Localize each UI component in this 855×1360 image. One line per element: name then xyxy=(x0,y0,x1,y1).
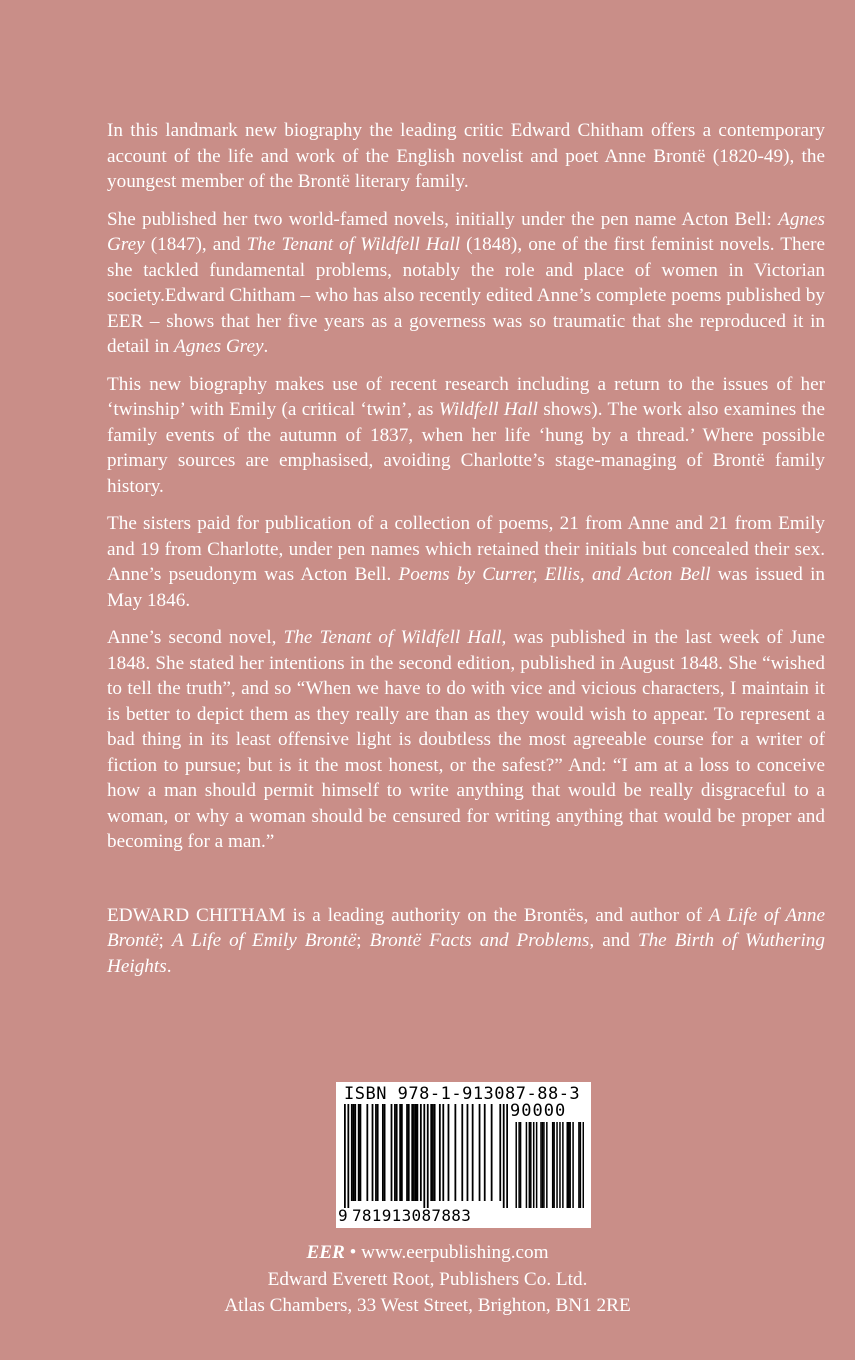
bullet-separator: • xyxy=(344,1242,362,1263)
addon-bar xyxy=(553,1122,555,1208)
barcode-bar xyxy=(351,1104,353,1201)
addon-bar xyxy=(546,1122,548,1208)
barcode-bar xyxy=(472,1104,474,1201)
barcode-bar xyxy=(434,1104,436,1201)
barcode-bar xyxy=(406,1104,408,1201)
barcode-first-digit: 9 xyxy=(338,1206,348,1225)
blurb-paragraph-intro: In this landmark new biography the leading critic Edward Chitham offers a contemporary account of the life and work of the English novelist and poet Anne Brontë (1820-49), the youngest member of the Brontë literary family. xyxy=(107,120,825,192)
publisher-info xyxy=(0,1240,855,1320)
barcode-bar xyxy=(499,1104,501,1201)
barcode-bar xyxy=(377,1104,379,1201)
blurb-paragraph-poems: The sisters paid for publication of a collection of poems, 21 from Anne and 21 from Emily and 19 from Charlotte, under pen names which retained their initials but concealed their sex. Anne’s pseudonym was Acton Bell. Poems by Currer, Ellis, and Acton Bell was issued in May 1846. xyxy=(107,513,825,611)
addon-bar xyxy=(572,1122,574,1208)
barcode-bar xyxy=(384,1104,386,1201)
publisher-web-line xyxy=(0,1240,855,1267)
barcode-bar xyxy=(354,1104,356,1201)
addon-bar xyxy=(542,1122,544,1208)
addon-bar xyxy=(580,1122,582,1208)
addon-bars xyxy=(514,1122,584,1208)
price-code: 90000 xyxy=(510,1101,567,1121)
barcode-bar xyxy=(396,1104,398,1201)
addon-bar xyxy=(556,1122,558,1208)
barcode-bar xyxy=(461,1104,463,1201)
guard-bar xyxy=(506,1104,508,1208)
barcode-bar xyxy=(454,1104,456,1201)
barcode-bar xyxy=(394,1104,396,1201)
addon-bar xyxy=(540,1122,542,1208)
barcode-bar xyxy=(484,1104,486,1201)
barcode-bar xyxy=(401,1104,403,1201)
barcode-bar xyxy=(391,1104,393,1201)
guard-bar xyxy=(344,1104,346,1208)
barcode-bar xyxy=(448,1104,450,1201)
barcode-bar xyxy=(399,1104,401,1201)
barcode-bar xyxy=(420,1104,422,1201)
addon-bar xyxy=(515,1122,517,1208)
barcode-bar xyxy=(408,1104,410,1201)
addon-bar xyxy=(518,1122,520,1208)
publisher-website: www.eerpublishing.com xyxy=(361,1242,549,1263)
addon-bar xyxy=(530,1122,532,1208)
addon-bar xyxy=(562,1122,564,1208)
ean-bars xyxy=(344,1104,508,1208)
guard-bar xyxy=(423,1104,425,1208)
barcode-bar xyxy=(432,1104,434,1201)
addon-bar xyxy=(578,1122,580,1208)
barcode-bar xyxy=(413,1104,415,1201)
publisher-address: Atlas Chambers, 33 West Street, Brighton, BN1 2RE xyxy=(224,1295,631,1316)
isbn-label: ISBN 978-1-913087-88-3 xyxy=(344,1084,581,1104)
barcode-bar xyxy=(467,1104,469,1201)
blurb-paragraph-research: This new biography makes use of recent research including a return to the issues of her ‘twinship’ with Emily (a critical ‘twin’, as Wildfell Hall shows). The work also examines the family events of the autumn of 1837, when her life ‘hung by a thread.’ Where possible primary sources are emphasised, avoiding Charlotte’s stage-managing of Brontë family history. xyxy=(107,373,825,497)
guard-bar xyxy=(503,1104,505,1208)
addon-bar xyxy=(569,1122,571,1208)
addon-bar xyxy=(559,1122,561,1208)
guard-bar xyxy=(347,1104,349,1208)
barcode-bar xyxy=(353,1104,355,1201)
addon-bar xyxy=(529,1122,531,1208)
addon-bar xyxy=(567,1122,569,1208)
barcode-bar xyxy=(417,1104,419,1201)
blurb-paragraph-second-novel: Anne’s second novel, The Tenant of Wildfell Hall, was published in the last week of June 1848. She stated her intentions in the second edition, published in August 1848. She “wished to tell the truth”, and so “When we have to do with vice and vicious characters, I maintain it is better to depict them as they really are than as they would wish to appear. To represent a bad thing in its least offensive light is doubtless the most agreeable course for a writer of fiction to pursue; but is it the most honest, or the safest?” And: “I am at a loss to conceive how a man should permit himself to write anything that would be really disgraceful to a woman, or why a woman should be censured for writing anything that would be proper and becoming for a man.” xyxy=(107,627,825,852)
addon-bar xyxy=(520,1122,522,1208)
barcode-bar xyxy=(415,1104,417,1201)
barcode-bar xyxy=(439,1104,441,1201)
barcode-bar xyxy=(382,1104,384,1201)
barcode-bar xyxy=(491,1104,493,1201)
barcode-bar xyxy=(442,1104,444,1201)
addon-bar xyxy=(526,1122,528,1208)
barcode-digits xyxy=(338,1206,471,1225)
addon-bar xyxy=(568,1122,570,1208)
addon-bar xyxy=(536,1122,538,1208)
author-bio: EDWARD CHITHAM is a leading authority on the Brontës, and author of A Life of Anne Brontë; A Life of Emily Brontë; Brontë Facts and Problems, and The Birth of Wuthering Heights. xyxy=(107,904,825,977)
addon-bar xyxy=(543,1122,545,1208)
blurb-text xyxy=(107,118,825,991)
barcode-bar xyxy=(479,1104,481,1201)
barcode-bar xyxy=(411,1104,413,1201)
guard-bar xyxy=(427,1104,429,1208)
barcode-bar xyxy=(375,1104,377,1201)
barcode-bar xyxy=(360,1104,362,1201)
imprint-logo: EER xyxy=(306,1242,345,1263)
addon-bar xyxy=(552,1122,554,1208)
barcode-bar xyxy=(430,1104,432,1201)
barcode-bar xyxy=(358,1104,360,1201)
blurb-paragraph-novels: She published her two world-famed novels, initially under the pen name Acton Bell: Agnes Grey (1847), and The Tenant of Wildfell Hall (1848), one of the first feminist novels. There she tackled fundamental problems, notably the role and place of women in Victorian society.Edward Chitham – who has also recently edited Anne’s complete poems published by EER – shows that her five years as a governess was so traumatic that she reproduced it in detail in Agnes Grey. xyxy=(107,208,826,357)
publisher-name: Edward Everett Root, Publishers Co. Ltd. xyxy=(267,1268,588,1290)
barcode-main-digits: 781913087883 xyxy=(351,1206,472,1225)
isbn-barcode xyxy=(336,1082,591,1228)
addon-bar xyxy=(583,1122,584,1208)
barcode-bar xyxy=(372,1104,374,1201)
barcode-bar xyxy=(366,1104,368,1201)
addon-bar xyxy=(533,1122,535,1208)
